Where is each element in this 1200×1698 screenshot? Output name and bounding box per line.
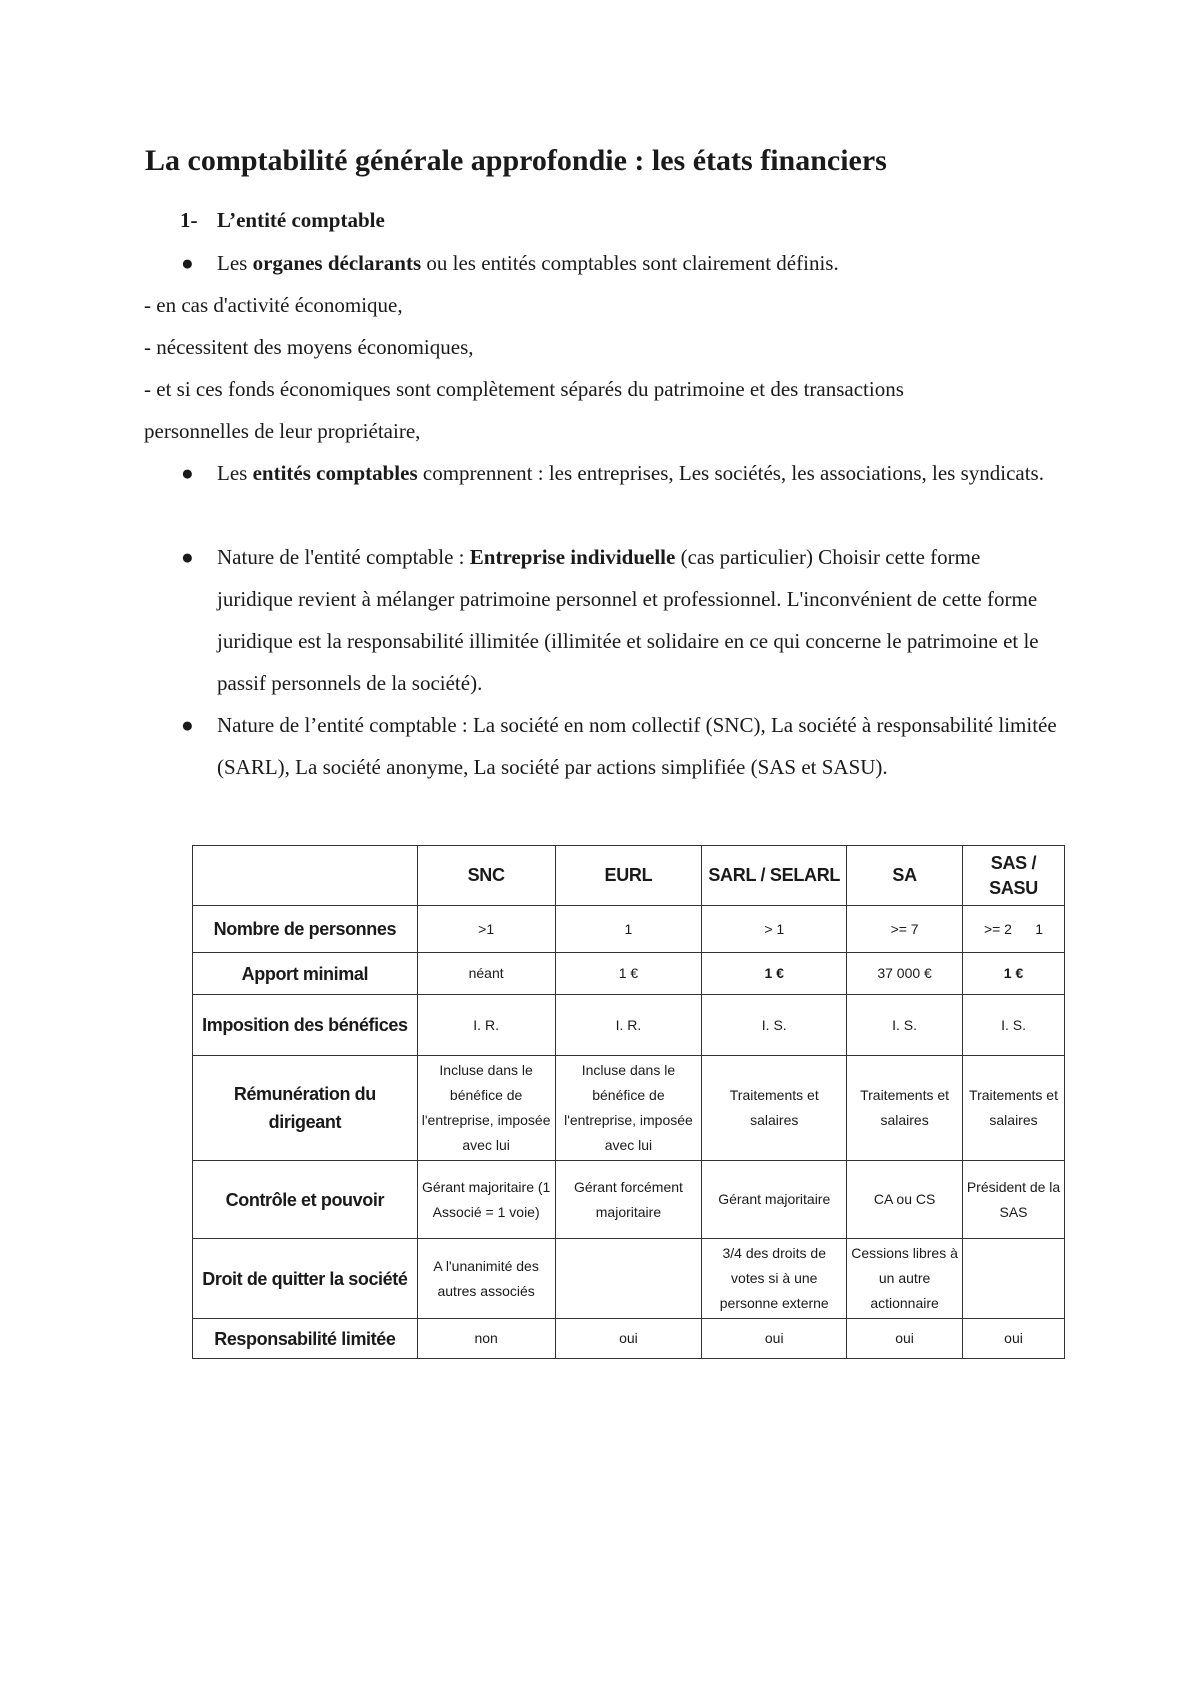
- row-label: Rémunération du dirigeant: [193, 1056, 418, 1161]
- table-cell: Traitements et salaires: [702, 1056, 847, 1161]
- table-cell: > 1: [702, 906, 847, 953]
- table-cell: 1 €: [963, 953, 1065, 995]
- table-cell: Traitements et salaires: [963, 1056, 1065, 1161]
- table-cell: [555, 1239, 702, 1319]
- table-cell: oui: [555, 1319, 702, 1359]
- dash-line: - nécessitent des moyens économiques,: [144, 335, 474, 359]
- section-number: 1-: [180, 208, 198, 232]
- dash-line: personnelles de leur propriétaire,: [144, 419, 421, 443]
- table-cell: >1: [417, 906, 555, 953]
- table-header-cell: [193, 846, 418, 906]
- table-row: [193, 1056, 1065, 1161]
- section-heading: [180, 208, 385, 233]
- table-cell: I. S.: [963, 995, 1065, 1056]
- section-label: L’entité comptable: [217, 208, 385, 232]
- table-header-cell: EURL: [555, 846, 702, 906]
- table-cell: 1 €: [555, 953, 702, 995]
- table-cell: oui: [847, 1319, 963, 1359]
- table-header-row: [193, 846, 1065, 906]
- table-row: [193, 953, 1065, 995]
- table-cell: Gérant majoritaire (1 Associé = 1 voie): [417, 1161, 555, 1239]
- table-cell: CA ou CS: [847, 1161, 963, 1239]
- bullet-text-post: comprennent : les entreprises, Les sociétés, les associations, les syndicats.: [417, 461, 1044, 485]
- table-cell: I. S.: [847, 995, 963, 1056]
- table-cell: 37 000 €: [847, 953, 963, 995]
- bullet-text-post: ou les entités comptables sont clairement définis.: [421, 251, 839, 275]
- bullet-icon: ●: [181, 461, 194, 485]
- table-cell: I. R.: [555, 995, 702, 1056]
- row-label: Droit de quitter la société: [193, 1239, 418, 1319]
- row-label: Apport minimal: [193, 953, 418, 995]
- table-header-cell: SAS / SASU: [963, 846, 1065, 906]
- table-cell: >= 2 1: [963, 906, 1065, 953]
- bullet-paragraph: [217, 704, 1057, 788]
- dash-line: - et si ces fonds économiques sont complètement séparés du patrimoine et des transactions: [144, 377, 904, 401]
- bullet-text-bold: Entreprise individuelle: [469, 545, 676, 569]
- table-header-cell: SARL / SELARL: [702, 846, 847, 906]
- table-row: [193, 1319, 1065, 1359]
- table-cell: Incluse dans le bénéfice de l'entreprise, imposée avec lui: [555, 1056, 702, 1161]
- table-cell: néant: [417, 953, 555, 995]
- table-cell: >= 7: [847, 906, 963, 953]
- table-cell: 1 €: [702, 953, 847, 995]
- row-label: Nombre de personnes: [193, 906, 418, 953]
- table-row: [193, 1161, 1065, 1239]
- bullet-text-pre: Nature de l'entité comptable :: [217, 545, 470, 569]
- legal-forms-table: [192, 845, 1065, 1359]
- bullet-paragraph: [217, 536, 1057, 704]
- table-header-cell: SA: [847, 846, 963, 906]
- page-title: La comptabilité générale approfondie : les états financiers: [145, 144, 887, 177]
- bullet-text-pre: Les: [217, 251, 253, 275]
- table-cell: A l'unanimité des autres associés: [417, 1239, 555, 1319]
- table-cell: oui: [702, 1319, 847, 1359]
- table-cell: Président de la SAS: [963, 1161, 1065, 1239]
- table-cell: oui: [963, 1319, 1065, 1359]
- row-label: Imposition des bénéfices: [193, 995, 418, 1056]
- table-cell: Incluse dans le bénéfice de l'entreprise, imposée avec lui: [417, 1056, 555, 1161]
- table-cell: Traitements et salaires: [847, 1056, 963, 1161]
- table-cell: [963, 1239, 1065, 1319]
- row-label: Contrôle et pouvoir: [193, 1161, 418, 1239]
- bullet-text-post: (cas particulier) Choisir cette forme juridique revient à mélanger patrimoine personnel et professionnel. L'inconvénient de cette forme juridique est la responsabilité illimitée (illimitée et solidaire en ce qui concerne le patrimoine et le passif personnels de la société).: [217, 545, 1039, 695]
- bullet-text-pre: Les: [217, 461, 253, 485]
- bullet-icon: ●: [181, 251, 194, 275]
- row-label: Responsabilité limitée: [193, 1319, 418, 1359]
- table-row: [193, 1239, 1065, 1319]
- table-cell: Cessions libres à un autre actionnaire: [847, 1239, 963, 1319]
- dash-line: - en cas d'activité économique,: [144, 293, 403, 317]
- table-cell: Gérant forcément majoritaire: [555, 1161, 702, 1239]
- table-cell: Gérant majoritaire: [702, 1161, 847, 1239]
- table-cell: non: [417, 1319, 555, 1359]
- bullet-text-bold: entités comptables: [252, 461, 418, 485]
- table-cell: I. R.: [417, 995, 555, 1056]
- table-cell: 3/4 des droits de votes si à une personne externe: [702, 1239, 847, 1319]
- table-cell: 1: [555, 906, 702, 953]
- bullet-icon: ●: [181, 713, 194, 737]
- bullet-paragraph: [217, 242, 1057, 284]
- bullet-text-pre: Nature de l’entité comptable : La société en nom collectif (SNC), La société à responsabilité limitée (SARL), La société anonyme, La société par actions simplifiée (SAS et SASU).: [217, 713, 1057, 779]
- table-row: [193, 906, 1065, 953]
- table-cell: I. S.: [702, 995, 847, 1056]
- bullet-paragraph: [217, 452, 1057, 494]
- table-row: [193, 995, 1065, 1056]
- bullet-icon: ●: [181, 545, 194, 569]
- bullet-text-bold: organes déclarants: [252, 251, 422, 275]
- table-header-cell: SNC: [417, 846, 555, 906]
